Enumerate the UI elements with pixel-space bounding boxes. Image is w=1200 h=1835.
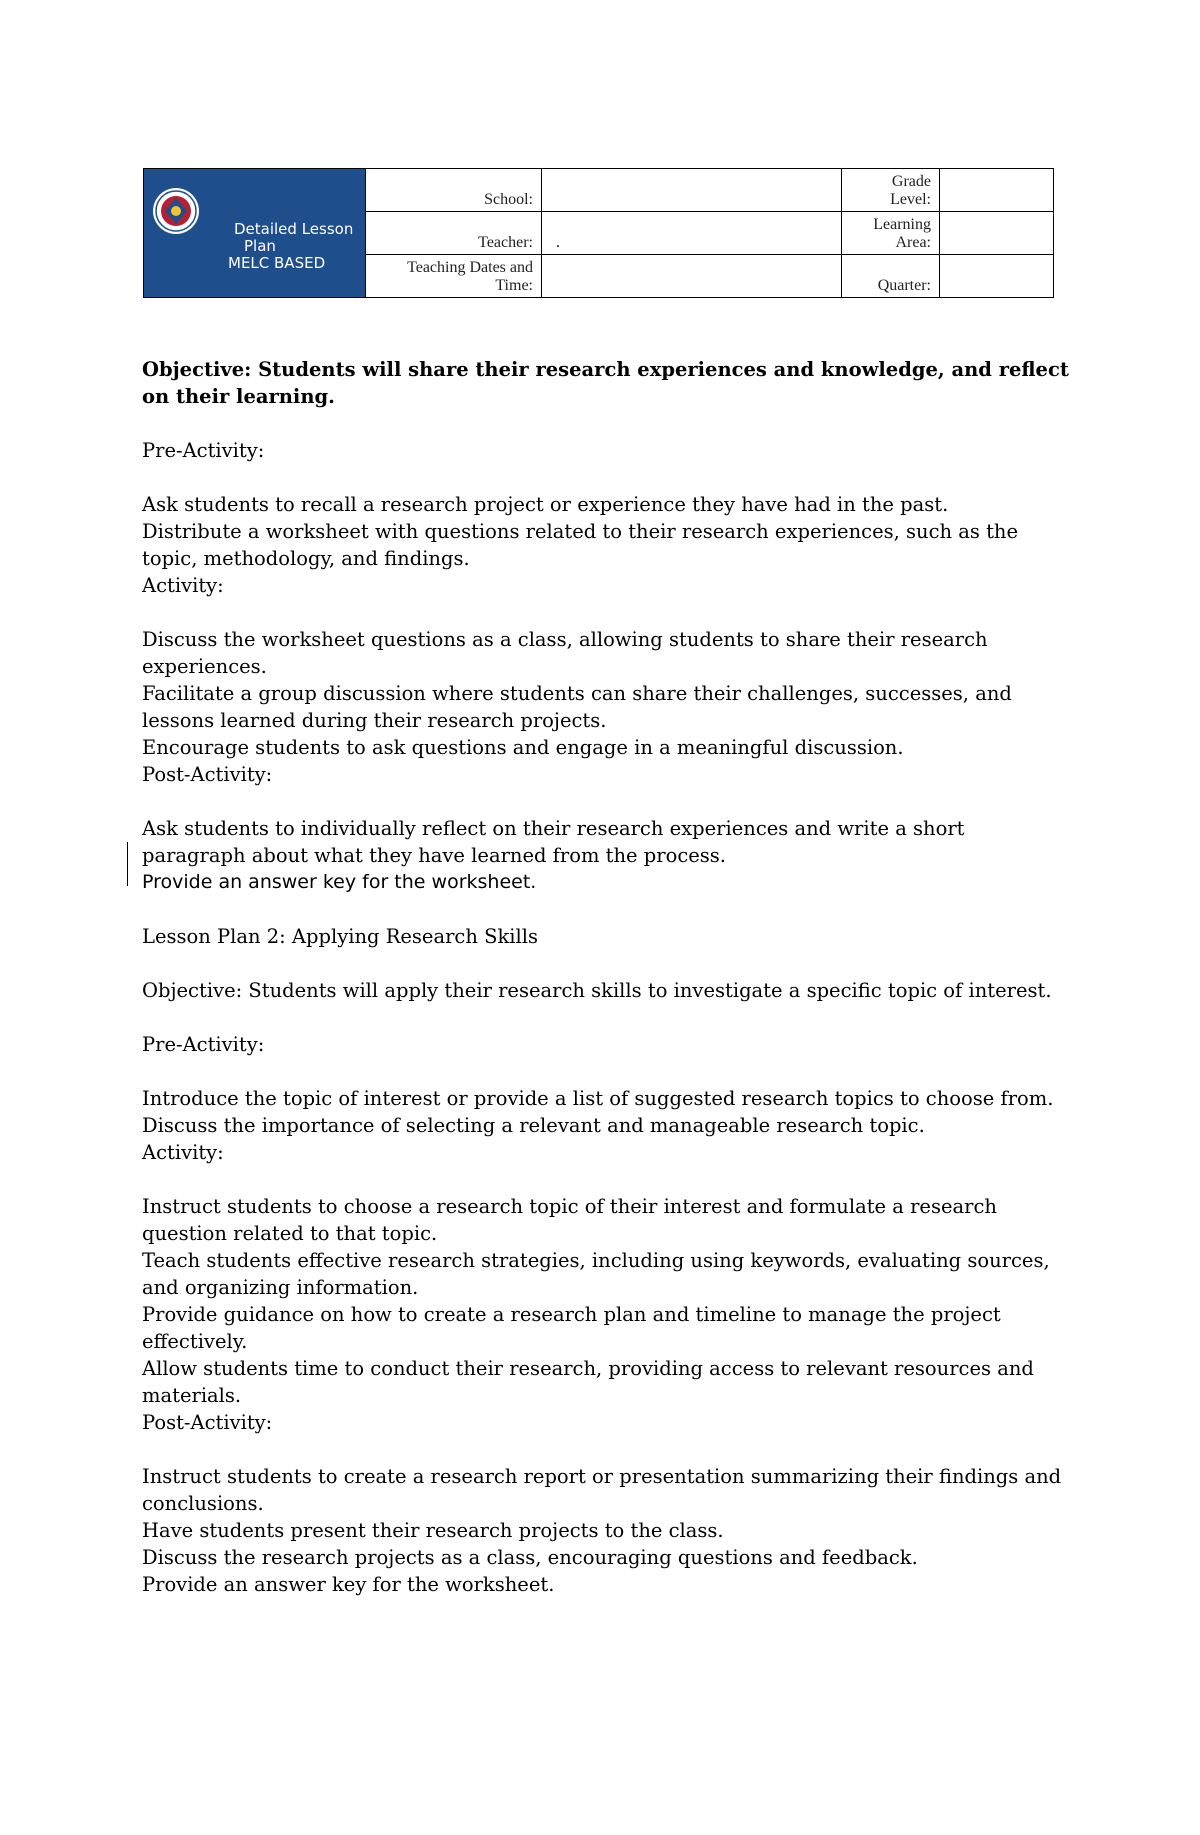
text-cursor	[127, 842, 128, 886]
grade-level-field[interactable]	[940, 169, 1054, 212]
activity-2-line-4: Allow students time to conduct their research, providing access to relevant resources and materials.	[142, 1357, 1034, 1407]
post-activity-2-line-3: Discuss the research projects as a class, encouraging questions and feedback.	[142, 1546, 918, 1569]
grade-label-line-2: Level:	[890, 191, 931, 208]
activity-1-heading: Activity:	[142, 574, 224, 597]
post-activity-1-heading: Post-Activity:	[142, 763, 273, 786]
lesson-2-title: Lesson Plan 2: Applying Research Skills	[142, 925, 538, 948]
post-activity-1-line-2: Provide an answer key for the worksheet.	[142, 871, 537, 893]
activity-2-line-3: Provide guidance on how to create a research plan and timeline to manage the project effectively.	[142, 1303, 1001, 1353]
objective-1: Objective: Students will share their research experiences and knowledge, and reflect on their learning.	[142, 358, 1069, 408]
header-brand-cell	[144, 169, 366, 298]
quarter-label: Quarter:	[842, 255, 940, 298]
pre-activity-2-line-1: Introduce the topic of interest or provide a list of suggested research topics to choose from.	[142, 1087, 1054, 1110]
activity-2-line-2: Teach students effective research strategies, including using keywords, evaluating sources, and organizing information.	[142, 1249, 1050, 1299]
pre-activity-2-line-2: Discuss the importance of selecting a relevant and manageable research topic.	[142, 1114, 925, 1137]
deped-seal-icon	[152, 187, 200, 235]
school-field[interactable]	[542, 169, 842, 212]
brand-line-1: Detailed Lesson	[234, 220, 354, 238]
post-activity-2-line-2: Have students present their research projects to the class.	[142, 1519, 724, 1542]
learning-area-label	[842, 212, 940, 255]
brand-title	[228, 220, 384, 272]
post-activity-2-line-1: Instruct students to create a research report or presentation summarizing their findings and conclusions.	[142, 1465, 1062, 1515]
brand-line-2: Plan	[244, 237, 276, 255]
document-body[interactable]	[142, 356, 1072, 1598]
area-label-line-1: Learning	[873, 216, 931, 233]
grade-level-label	[842, 169, 940, 212]
activity-2-heading: Activity:	[142, 1141, 224, 1164]
activity-2-line-1: Instruct students to choose a research topic of their interest and formulate a research question related to that topic.	[142, 1195, 997, 1245]
teaching-dates-label	[366, 255, 542, 298]
pre-activity-1-line-2: Distribute a worksheet with questions related to their research experiences, such as the topic, methodology, and findings.	[142, 520, 1019, 570]
grade-label-line-1: Grade	[891, 173, 931, 190]
post-activity-2-heading: Post-Activity:	[142, 1411, 273, 1434]
brand-line-3: MELC BASED	[228, 254, 326, 272]
activity-1-line-3: Encourage students to ask questions and engage in a meaningful discussion.	[142, 736, 904, 759]
lesson-plan-header-table	[143, 168, 1054, 298]
teacher-field[interactable]: .	[542, 212, 842, 255]
post-activity-1-line-1: Ask students to individually reflect on their research experiences and write a short paragraph about what they have learned from the process.	[142, 817, 965, 867]
pre-activity-1-line-1: Ask students to recall a research project or experience they have had in the past.	[142, 493, 949, 516]
objective-2: Objective: Students will apply their research skills to investigate a specific topic of interest.	[142, 979, 1052, 1002]
teacher-label: Teacher:	[366, 212, 542, 255]
pre-activity-2-heading: Pre-Activity:	[142, 1033, 265, 1056]
dates-label-line-1: Teaching Dates and	[407, 259, 533, 276]
pre-activity-1-heading: Pre-Activity:	[142, 439, 265, 462]
quarter-field[interactable]	[940, 255, 1054, 298]
activity-1-line-1: Discuss the worksheet questions as a class, allowing students to share their research experiences.	[142, 628, 988, 678]
school-label: School:	[366, 169, 542, 212]
teaching-dates-field[interactable]	[542, 255, 842, 298]
area-label-line-2: Area:	[895, 234, 931, 251]
learning-area-field[interactable]	[940, 212, 1054, 255]
dates-label-line-2: Time:	[495, 277, 533, 294]
post-activity-2-line-4: Provide an answer key for the worksheet.	[142, 1573, 555, 1596]
activity-1-line-2: Facilitate a group discussion where students can share their challenges, successes, and lessons learned during their research projects.	[142, 682, 1012, 732]
